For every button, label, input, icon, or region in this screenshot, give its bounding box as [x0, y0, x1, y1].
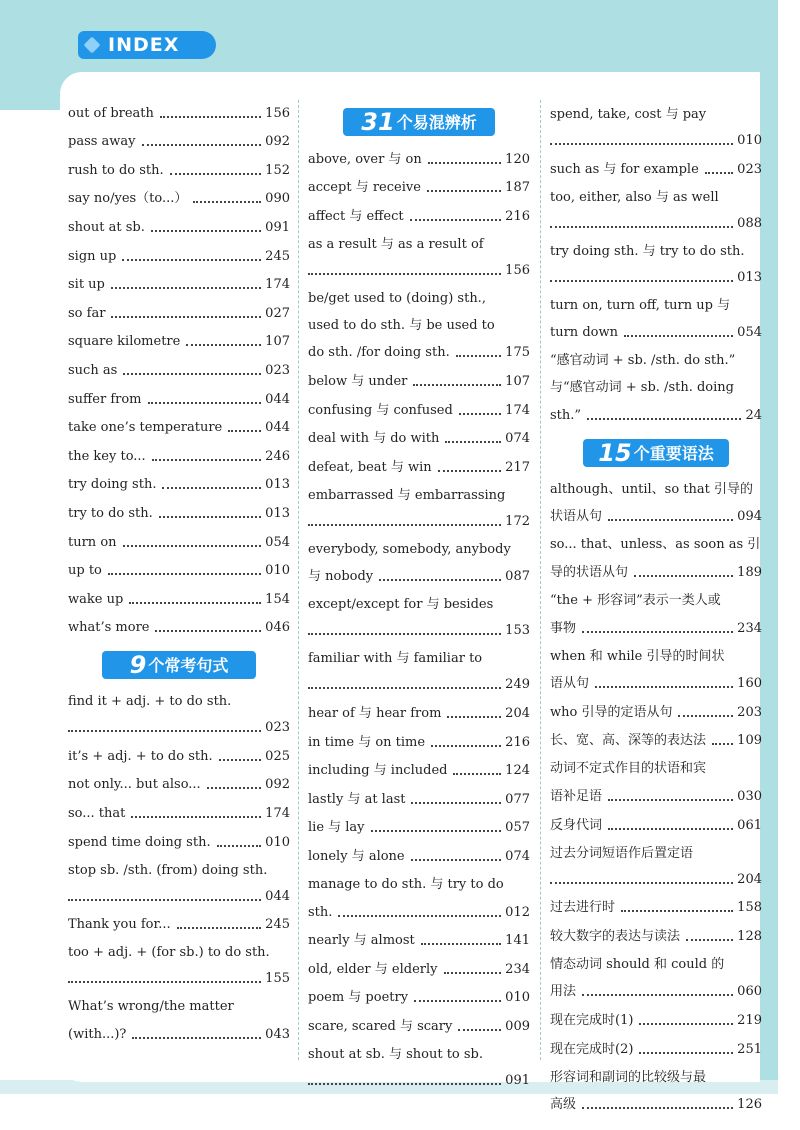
entry-text: 语从句	[550, 676, 590, 692]
index-column-2	[308, 104, 530, 1094]
page-number: 172	[505, 513, 530, 529]
page-number: 204	[737, 871, 762, 887]
entry-text: embarrassed 与 embarrassing	[308, 487, 506, 503]
entry-text: everybody, somebody, anybody	[308, 541, 511, 557]
index-entry	[550, 400, 762, 429]
index-entry	[68, 714, 290, 741]
index-entry	[68, 827, 290, 856]
entry-text: except/except for 与 besides	[308, 597, 494, 613]
page-number: 043	[265, 1026, 290, 1042]
page-number: 124	[505, 763, 530, 779]
page-number: 060	[737, 984, 762, 1000]
page-number: 010	[265, 834, 290, 850]
page-number: 088	[737, 215, 762, 231]
page-number: 044	[265, 391, 290, 407]
page-number: 109	[737, 733, 762, 749]
index-entry	[550, 264, 762, 291]
index-entry	[308, 173, 530, 202]
index-entry	[550, 1090, 762, 1119]
page-number: 010	[265, 563, 290, 579]
page-number: 219	[737, 1012, 762, 1028]
entry-text: 用法	[550, 984, 577, 1000]
page-number: 107	[265, 334, 290, 350]
page-number: 091	[505, 1072, 530, 1088]
page-number: 126	[737, 1097, 762, 1113]
entry-text: pass away	[68, 134, 136, 150]
index-entry	[308, 1067, 530, 1094]
entry-text: 导的状语从句	[550, 564, 629, 580]
entry-text: out of breath	[68, 105, 154, 121]
page-number: 203	[737, 704, 762, 720]
index-entry	[550, 1034, 762, 1063]
entry-text: accept 与 receive	[308, 180, 421, 196]
section-number: 31	[361, 108, 395, 136]
entry-text: lie 与 lay	[308, 820, 365, 836]
page-number: 120	[505, 151, 530, 167]
entry-text: turn on, turn off, turn up 与	[550, 297, 731, 313]
index-entry	[308, 201, 530, 230]
page-number: 234	[505, 961, 530, 977]
index-entry	[550, 781, 762, 810]
index-entry	[68, 910, 290, 939]
index-entry	[68, 770, 290, 799]
entry-text: be/get used to (doing) sth.,	[308, 290, 486, 306]
section-heading-confusables	[343, 108, 495, 136]
entry-text: what’s more	[68, 620, 150, 636]
entry-text: so... that	[68, 806, 126, 822]
section-heading-sentence-patterns	[102, 651, 256, 679]
entry-text: poem 与 poetry	[308, 990, 409, 1006]
index-entry	[68, 527, 290, 556]
entry-text: lonely 与 alone	[308, 848, 405, 864]
page-number: 092	[265, 777, 290, 793]
entry-text: 高级	[550, 1097, 577, 1113]
entry-text: spend time doing sth.	[68, 834, 211, 850]
index-entry	[308, 1011, 530, 1040]
entry-text: Thank you for...	[68, 917, 171, 933]
entry-text: “the + 形容词”表示一类人或	[550, 592, 721, 608]
entry-text: such as 与 for example	[550, 161, 699, 177]
entry-text: 现在完成时(2)	[550, 1041, 634, 1057]
entry-text: affect 与 effect	[308, 208, 404, 224]
page-number: 251	[737, 1041, 762, 1057]
index-entry	[68, 883, 290, 910]
entry-text: 事物	[550, 620, 577, 636]
index-entry	[308, 784, 530, 813]
page-number: 156	[505, 262, 530, 278]
entry-text: who 引导的定语从句	[550, 704, 673, 720]
index-entry	[308, 954, 530, 983]
entry-text: turn on	[68, 534, 117, 550]
entry-text: not only... but also...	[68, 777, 201, 793]
entry-text: suffer from	[68, 391, 142, 407]
index-entry	[68, 127, 290, 156]
entry-text: so... that、unless、as soon as 引	[550, 537, 761, 553]
index-entry	[68, 613, 290, 642]
index-entry	[550, 866, 762, 893]
entry-text: take one’s temperature	[68, 420, 223, 436]
index-entry	[308, 366, 530, 395]
index-entry	[550, 557, 762, 586]
entry-text: the key to...	[68, 448, 146, 464]
page-number: 094	[737, 509, 762, 525]
page-number: 160	[737, 676, 762, 692]
entry-text: 较大数字的表达与读法	[550, 928, 681, 944]
page-number: 012	[505, 904, 530, 920]
index-entry	[68, 498, 290, 527]
index-entry	[550, 810, 762, 839]
entry-text: in time 与 on time	[308, 734, 426, 750]
index-entry	[68, 327, 290, 356]
index-entry	[308, 756, 530, 785]
page-number: 216	[505, 734, 530, 750]
page-number: 187	[505, 180, 530, 196]
page-number: 025	[265, 748, 290, 764]
page-number: 092	[265, 134, 290, 150]
section-number: 9	[129, 651, 147, 680]
section-title: 个常考句式	[148, 656, 229, 676]
index-entry	[308, 813, 530, 842]
entry-text: lastly 与 at last	[308, 791, 406, 807]
index-entry	[308, 983, 530, 1012]
page-number: 217	[505, 459, 530, 475]
index-entry	[68, 212, 290, 241]
index-entry	[308, 338, 530, 367]
index-entry	[68, 384, 290, 413]
index-column-1	[68, 98, 290, 1048]
page-number: 141	[505, 933, 530, 949]
page-number: 090	[265, 191, 290, 207]
entry-text: used to do sth. 与 be used to	[308, 317, 495, 333]
entry-text: 语补足语	[550, 788, 603, 804]
index-tab	[78, 31, 216, 59]
page-number: 013	[265, 505, 290, 521]
entry-text: so far	[68, 305, 106, 321]
index-entry	[308, 144, 530, 173]
entry-text: “感官动词 + sb. /sth. do sth.”	[550, 353, 736, 369]
entry-text: try to do sth.	[68, 505, 153, 521]
page-number: 154	[265, 591, 290, 607]
index-entry	[550, 726, 762, 755]
index-entry	[550, 921, 762, 950]
index-entry	[68, 298, 290, 327]
entry-text: sign up	[68, 248, 117, 264]
entry-text: do sth. /for doing sth.	[308, 345, 450, 361]
section-title: 个易混辨析	[396, 113, 477, 132]
index-entry	[550, 1005, 762, 1034]
page-number: 158	[737, 900, 762, 916]
index-entry	[308, 671, 530, 698]
index-entry	[308, 395, 530, 424]
entry-text: 情态动词 should 和 could 的	[550, 956, 725, 972]
page-number: 175	[505, 345, 530, 361]
page-number: 057	[505, 820, 530, 836]
entry-text: try doing sth.	[68, 477, 157, 493]
page-number: 249	[505, 677, 530, 693]
entry-text: wake up	[68, 591, 124, 607]
section-title: 个重要语法	[633, 443, 714, 463]
entry-text: shout at sb.	[68, 219, 145, 235]
right-band	[760, 0, 778, 1090]
index-entry	[308, 452, 530, 481]
entry-text: try doing sth. 与 try to do sth.	[550, 243, 745, 259]
index-entry	[68, 741, 290, 770]
page-number: 174	[505, 402, 530, 418]
entry-text: such as	[68, 362, 118, 378]
index-entry	[550, 669, 762, 698]
page-number: 044	[265, 888, 290, 904]
entry-text: spend, take, cost 与 pay	[550, 107, 707, 122]
page-number: 174	[265, 806, 290, 822]
index-entry	[308, 698, 530, 727]
entry-text: 动词不定式作目的状语和宾	[550, 761, 707, 777]
index-entry	[68, 155, 290, 184]
index-entry	[68, 441, 290, 470]
page-number: 087	[505, 569, 530, 585]
index-entry	[308, 562, 530, 591]
entry-text: 长、宽、高、深等的表达法	[550, 733, 707, 749]
page-number: 013	[737, 269, 762, 285]
page-number: 054	[265, 534, 290, 550]
index-entry	[550, 977, 762, 1006]
index-entry	[68, 798, 290, 827]
index-entry	[550, 697, 762, 726]
entry-text: old, elder 与 elderly	[308, 961, 438, 977]
entry-text: familiar with 与 familiar to	[308, 651, 483, 667]
tab-arrow-icon	[84, 37, 101, 54]
page-number: 023	[737, 161, 762, 177]
entry-text: shout at sb. 与 shout to sb.	[308, 1046, 484, 1062]
page-number: 24	[745, 407, 762, 423]
entry-text: as a result 与 as a result of	[308, 236, 484, 252]
page-number: 061	[737, 817, 762, 833]
entry-text: stop sb. /sth. (from) doing sth.	[68, 862, 268, 878]
entry-text: 状语从句	[550, 509, 603, 525]
index-entry	[68, 1019, 290, 1048]
entry-text: say no/yes（to...）	[68, 191, 188, 207]
entry-text: although、until、so that 引导的	[550, 481, 754, 497]
index-entry	[550, 210, 762, 237]
entry-text: hear of 与 hear from	[308, 705, 442, 721]
column-divider	[540, 100, 541, 1060]
entry-text: deal with 与 do with	[308, 431, 440, 447]
page-number: 152	[265, 162, 290, 178]
page-number: 189	[737, 564, 762, 580]
entry-text: it’s + adj. + to do sth.	[68, 748, 213, 764]
index-entry	[68, 270, 290, 299]
entry-text: defeat, beat 与 win	[308, 459, 432, 475]
page-number: 077	[505, 791, 530, 807]
entry-text: 现在完成时(1)	[550, 1012, 634, 1028]
page-number: 074	[505, 848, 530, 864]
phrase-list	[68, 98, 290, 641]
section-number: 15	[598, 438, 632, 467]
page-number: 023	[265, 720, 290, 736]
page-number: 023	[265, 362, 290, 378]
page-number: 234	[737, 620, 762, 636]
index-entry	[68, 556, 290, 585]
index-entry	[550, 613, 762, 642]
page-number: 054	[737, 325, 762, 341]
page-number: 009	[505, 1018, 530, 1034]
entry-text: too + adj. + (for sb.) to do sth.	[68, 945, 270, 961]
entry-text: turn down	[550, 325, 618, 341]
page-number: 010	[737, 133, 762, 148]
page-number: 216	[505, 208, 530, 224]
entry-text: above, over 与 on	[308, 151, 422, 167]
index-entry	[68, 470, 290, 499]
page-number: 044	[265, 420, 290, 436]
entry-text: 与 nobody	[308, 569, 374, 585]
page-number: 153	[505, 623, 530, 639]
page-number: 107	[505, 373, 530, 389]
page-number: 245	[265, 917, 290, 933]
index-entry	[308, 424, 530, 453]
entry-text: find it + adj. + to do sth.	[68, 694, 232, 710]
page-number: 246	[265, 448, 290, 464]
page-number: 091	[265, 219, 290, 235]
entry-text: square kilometre	[68, 334, 181, 350]
entry-text: sth.	[308, 904, 333, 920]
entry-text: 过去进行时	[550, 900, 616, 916]
section-heading-grammar	[583, 439, 729, 467]
entry-text: nearly 与 almost	[308, 933, 415, 949]
entry-text: below 与 under	[308, 373, 408, 389]
index-entry	[308, 257, 530, 284]
index-entry	[308, 508, 530, 535]
page-number: 128	[737, 928, 762, 944]
index-entry	[550, 502, 762, 531]
index-column-3	[550, 100, 762, 1118]
page-number: 204	[505, 705, 530, 721]
entry-text: rush to do sth.	[68, 162, 164, 178]
index-entry	[68, 98, 290, 127]
page-number: 027	[265, 305, 290, 321]
page-number: 013	[265, 477, 290, 493]
entry-text: 形容词和副词的比较级与最	[550, 1069, 707, 1085]
entry-text: too, either, also 与 as well	[550, 189, 719, 205]
index-entry	[550, 127, 762, 154]
index-entry	[68, 965, 290, 992]
index-entry	[550, 893, 762, 922]
entry-text: up to	[68, 563, 102, 579]
entry-text: 反身代词	[550, 817, 603, 833]
index-entry	[308, 841, 530, 870]
page-number: 046	[265, 620, 290, 636]
page-number: 174	[265, 277, 290, 293]
index-entry	[68, 241, 290, 270]
index-entry	[308, 926, 530, 955]
entry-text: sit up	[68, 277, 105, 293]
entry-text: scare, scared 与 scary	[308, 1018, 453, 1034]
index-entry	[550, 318, 762, 347]
page-number: 010	[505, 990, 530, 1006]
entry-text: sth.”	[550, 407, 582, 423]
entry-text: 与“感官动词 + sb. /sth. doing	[550, 380, 734, 396]
entry-text: confusing 与 confused	[308, 402, 453, 418]
page-number: 155	[265, 971, 290, 987]
entry-text: manage to do sth. 与 try to do	[308, 876, 504, 892]
index-tab-label: INDEX	[108, 34, 180, 56]
index-entry	[308, 617, 530, 644]
page-number: 245	[265, 248, 290, 264]
page-number: 156	[265, 105, 290, 121]
entry-text: when 和 while 引导的时间状	[550, 648, 725, 664]
entry-text: 过去分词短语作后置定语	[550, 845, 694, 861]
index-entry	[308, 727, 530, 756]
index-entry	[550, 154, 762, 183]
index-entry	[68, 584, 290, 613]
entry-text: What’s wrong/the matter	[68, 999, 234, 1015]
index-entry	[68, 355, 290, 384]
index-entry	[68, 413, 290, 442]
page-number: 030	[737, 788, 762, 804]
column-divider	[298, 100, 299, 1060]
entry-text: including 与 included	[308, 763, 448, 779]
index-entry	[308, 897, 530, 926]
page-number: 074	[505, 431, 530, 447]
index-entry	[68, 184, 290, 213]
entry-text: (with...)?	[68, 1026, 127, 1042]
